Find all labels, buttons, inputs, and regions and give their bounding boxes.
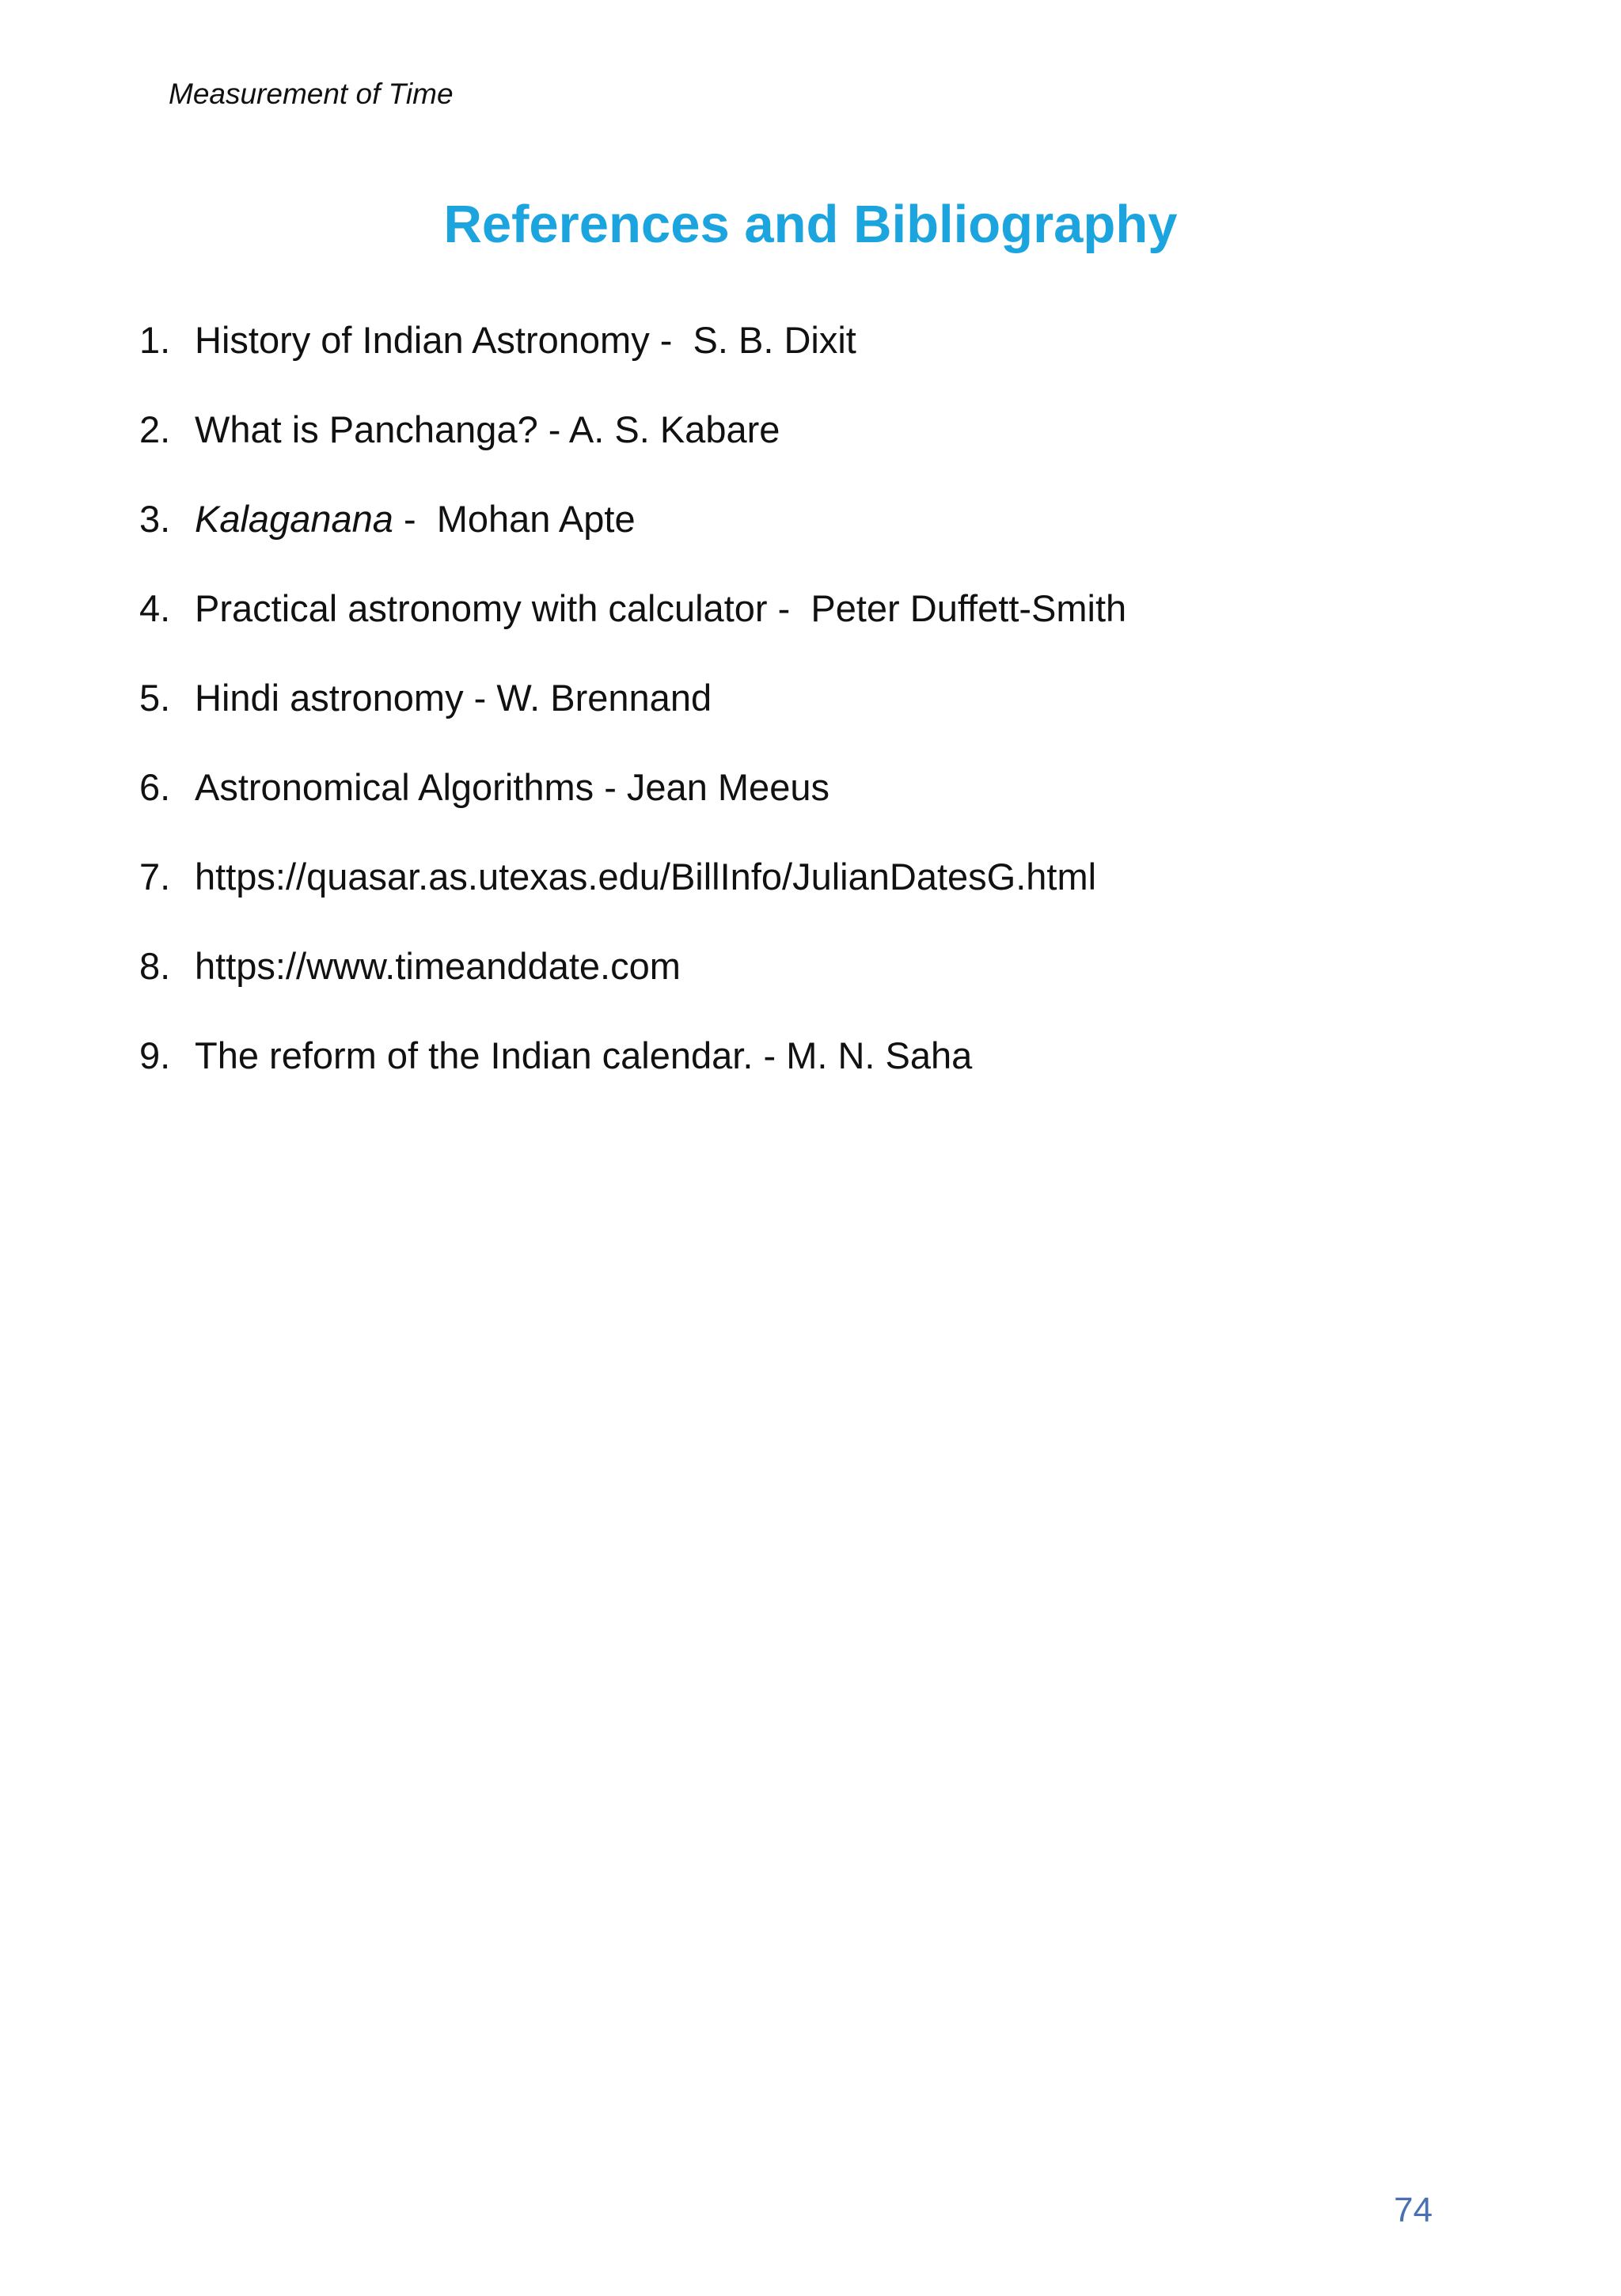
reference-title: What is Panchanga? [195, 408, 538, 450]
reference-number: 9. [139, 1034, 171, 1076]
reference-item [139, 494, 1126, 583]
reference-author: A. S. Kabare [568, 408, 780, 450]
reference-title: Practical astronomy with calculator [195, 587, 768, 629]
reference-item [139, 852, 1126, 941]
reference-number: 2. [139, 408, 171, 450]
reference-number: 8. [139, 945, 171, 987]
reference-item [139, 583, 1126, 673]
reference-item [139, 315, 1126, 404]
reference-separator: - [393, 498, 437, 540]
reference-author: W. Brennand [496, 677, 712, 719]
running-header: Measurement of Time [169, 78, 454, 110]
reference-separator: - [767, 587, 811, 629]
reference-number: 4. [139, 587, 171, 629]
reference-author: Peter Duffett-Smith [810, 587, 1127, 629]
reference-title: Astronomical Algorithms [195, 766, 594, 808]
reference-author: S. B. Dixit [693, 319, 856, 361]
reference-list [139, 315, 1126, 1120]
reference-number: 5. [139, 677, 171, 719]
reference-title: History of Indian Astronomy [195, 319, 650, 361]
reference-author: Mohan Apte [436, 498, 636, 540]
reference-title: Kalaganana [195, 498, 393, 540]
reference-number: 1. [139, 319, 171, 361]
reference-item [139, 762, 1126, 852]
reference-title: Hindi astronomy [195, 677, 464, 719]
reference-author: Jean Meeus [626, 766, 829, 808]
reference-separator: - [753, 1034, 787, 1076]
reference-url: https://www.timeanddate.com [195, 945, 681, 987]
page-number: 74 [1394, 2191, 1433, 2230]
reference-item [139, 673, 1126, 762]
reference-number: 3. [139, 498, 171, 540]
reference-separator: - [649, 319, 693, 361]
reference-number: 7. [139, 856, 171, 898]
reference-item [139, 941, 1126, 1030]
page-title: References and Bibliography [443, 195, 1178, 254]
reference-item [139, 1030, 1126, 1120]
reference-separator: - [463, 677, 497, 719]
reference-url: https://quasar.as.utexas.edu/BillInfo/JulianDatesG.html [195, 856, 1097, 898]
reference-author: M. N. Saha [786, 1034, 973, 1076]
reference-number: 6. [139, 766, 171, 808]
reference-separator: - [594, 766, 627, 808]
reference-separator: - [537, 408, 569, 450]
reference-item [139, 404, 1126, 494]
reference-title: The reform of the Indian calendar. [195, 1034, 754, 1076]
